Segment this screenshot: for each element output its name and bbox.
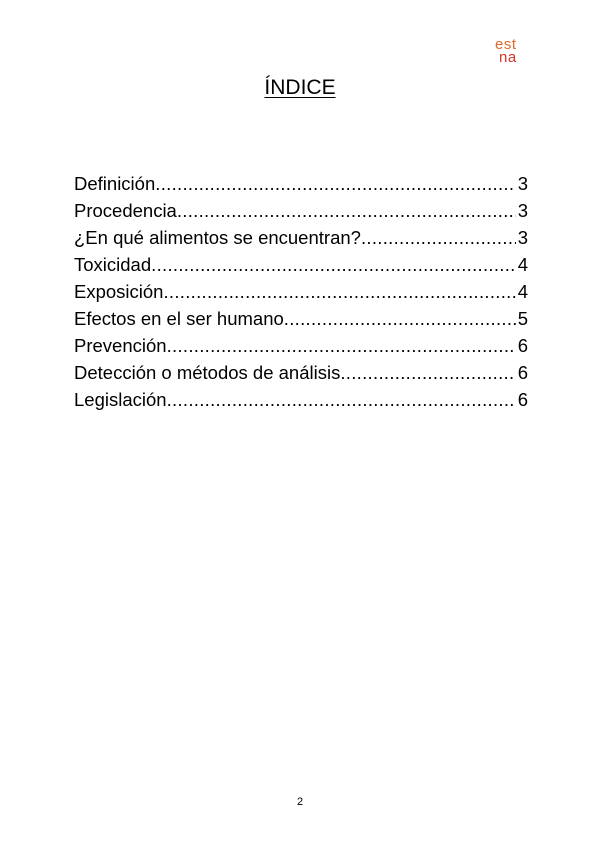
- toc-entry-page: 4: [517, 281, 528, 302]
- toc-entry-page: 3: [517, 173, 528, 194]
- toc-entry: [74, 254, 528, 281]
- toc-dot-leader: [163, 281, 515, 303]
- toc-dot-leader: [284, 308, 516, 330]
- toc-dot-leader: [155, 173, 515, 195]
- page-number: 2: [296, 796, 304, 808]
- logo-line-2: na: [499, 49, 517, 66]
- toc-entry-label: Efectos en el ser humano: [74, 308, 284, 329]
- toc-entry-page: 6: [517, 389, 528, 410]
- toc-dot-leader: [151, 254, 516, 276]
- toc-entry: [74, 308, 528, 335]
- page-title: ÍNDICE: [264, 76, 336, 99]
- toc-entry: [74, 335, 528, 362]
- toc-entry-page: 5: [517, 308, 528, 329]
- toc-entry: [74, 281, 528, 308]
- toc-entry-label: Procedencia: [74, 200, 177, 221]
- toc-entry-label: Prevención: [74, 335, 167, 356]
- toc-dot-leader: [167, 335, 516, 357]
- toc-entry: [74, 389, 528, 416]
- toc-entry-page: 3: [517, 227, 528, 248]
- logo: [495, 38, 531, 64]
- toc-entry-label: ¿En qué alimentos se encuentran?: [74, 227, 361, 248]
- toc-entry-label: Detección o métodos de análisis: [74, 362, 341, 383]
- toc-dot-leader: [177, 200, 516, 222]
- toc-entry-page: 4: [517, 254, 528, 275]
- toc-entry: [74, 200, 528, 227]
- toc-entry: [74, 362, 528, 389]
- toc-entry: [74, 173, 528, 200]
- toc-dot-leader: [340, 362, 515, 384]
- toc-entry: [74, 227, 528, 254]
- toc-dot-leader: [167, 389, 516, 411]
- toc-entry-label: Toxicidad: [74, 254, 152, 275]
- toc-entry-label: Definición: [74, 173, 156, 194]
- toc-entry-label: Legislación: [74, 389, 167, 410]
- toc-entry-page: 6: [517, 362, 528, 383]
- logo-line-1: est: [495, 36, 517, 53]
- toc-entry-label: Exposición: [74, 281, 164, 302]
- toc-entry-page: 6: [517, 335, 528, 356]
- table-of-contents: [74, 173, 528, 416]
- toc-entry-page: 3: [517, 200, 528, 221]
- toc-dot-leader: [361, 227, 516, 249]
